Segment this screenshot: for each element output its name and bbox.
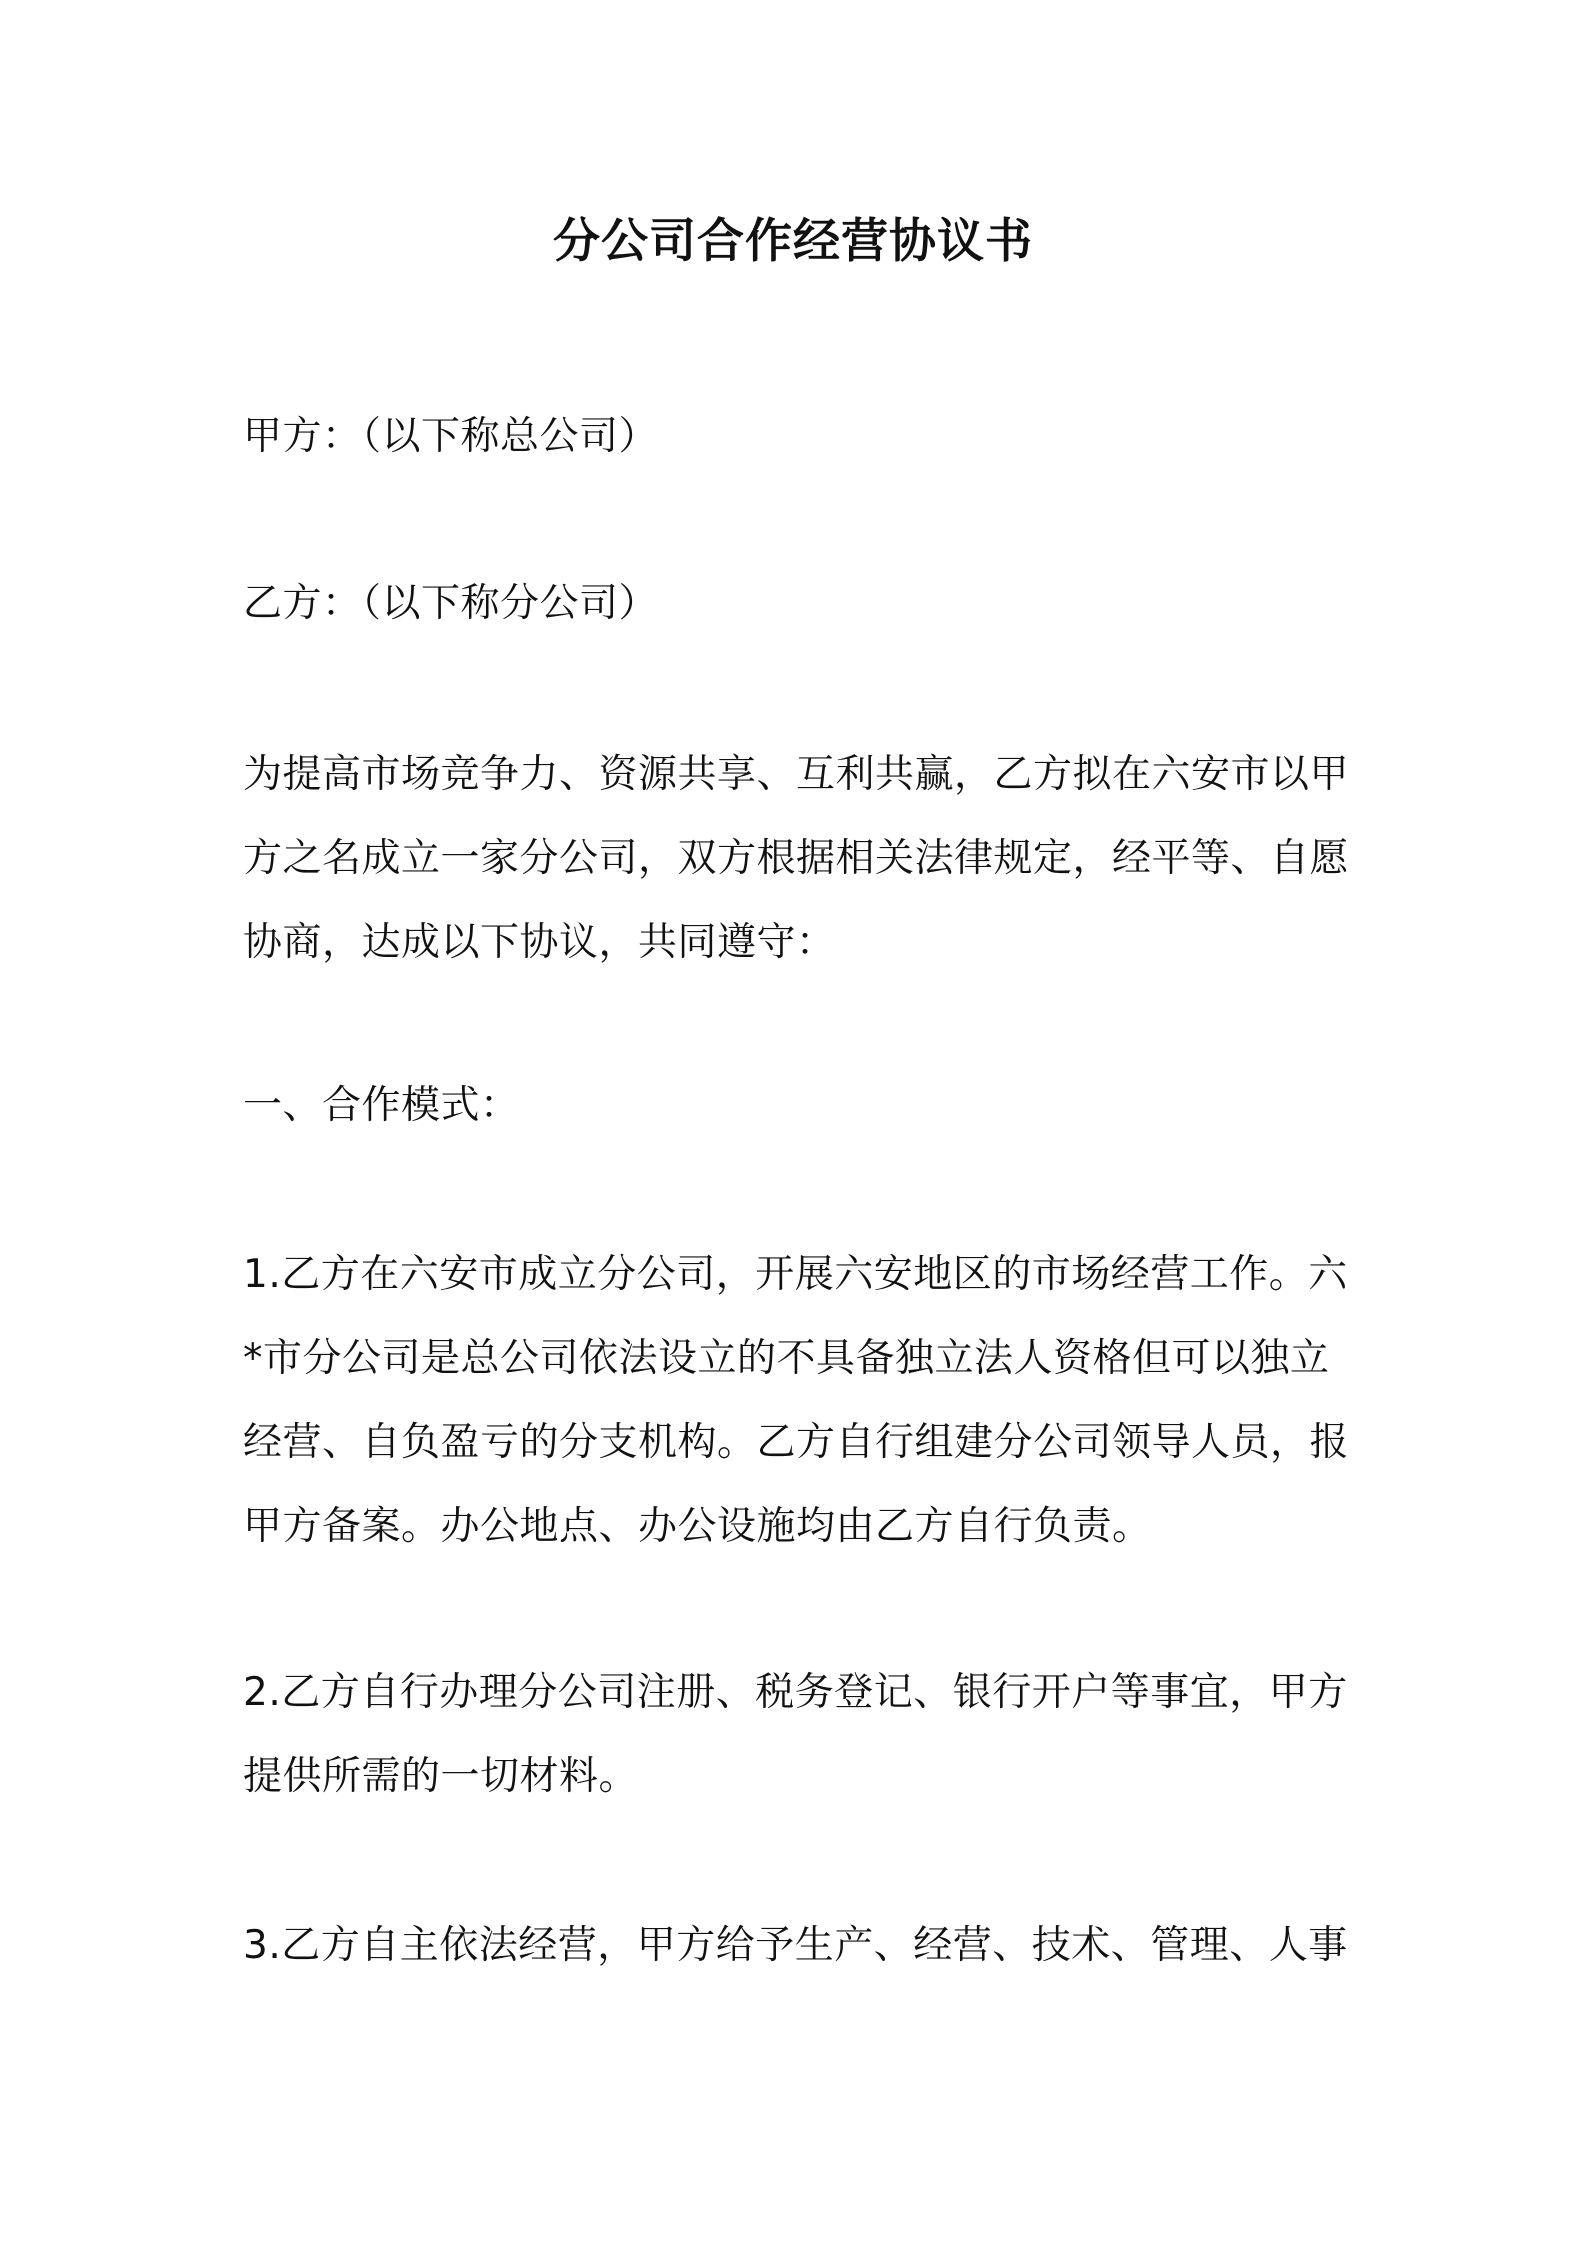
preamble-paragraph (243, 733, 1358, 985)
paragraph-line: *市分公司是总公司依法设立的不具备独立法人资格但可以独立 (243, 1336, 1330, 1381)
paragraph-line: 1.乙方在六安市成立分公司，开展六安地区的市场经营工作。六 (243, 1252, 1348, 1297)
party-b-line (243, 562, 1358, 646)
paragraph-line: 提供所需的一切材料。 (243, 1754, 639, 1799)
clause-1-paragraph (243, 1233, 1358, 1569)
party-a-text: 甲方：（以下称总公司） (243, 414, 659, 459)
paragraph-line: 为提高市场竞争力、资源共享、互利共赢，乙方拟在六安市以甲 (243, 752, 1350, 797)
party-a-line (243, 395, 1358, 479)
paragraph-line: 2.乙方自行办理分公司注册、税务登记、银行开户等事宜，甲方 (243, 1670, 1348, 1715)
paragraph-line: 3.乙方自主依法经营，甲方给予生产、经营、技术、管理、人事 (243, 1923, 1348, 1968)
clause-3-paragraph (243, 1904, 1358, 1988)
section-heading-text: 一、合作模式： (243, 1083, 520, 1128)
paragraph-line: 甲方备案。办公地点、办公设施均由乙方自行负责。 (243, 1504, 1152, 1549)
section-1-heading (243, 1064, 1358, 1148)
paragraph-line: 经营、自负盈亏的分支机构。乙方自行组建分公司领导人员，报 (243, 1420, 1350, 1465)
paragraph-line: 方之名成立一家分公司，双方根据相关法律规定，经平等、自愿 (243, 836, 1350, 881)
document-title: 分公司合作经营协议书 (553, 214, 1033, 269)
clause-2-paragraph (243, 1651, 1358, 1819)
party-b-text: 乙方：（以下称分公司） (243, 581, 659, 626)
paragraph-line: 协商，达成以下协议，共同遵守： (243, 920, 836, 965)
